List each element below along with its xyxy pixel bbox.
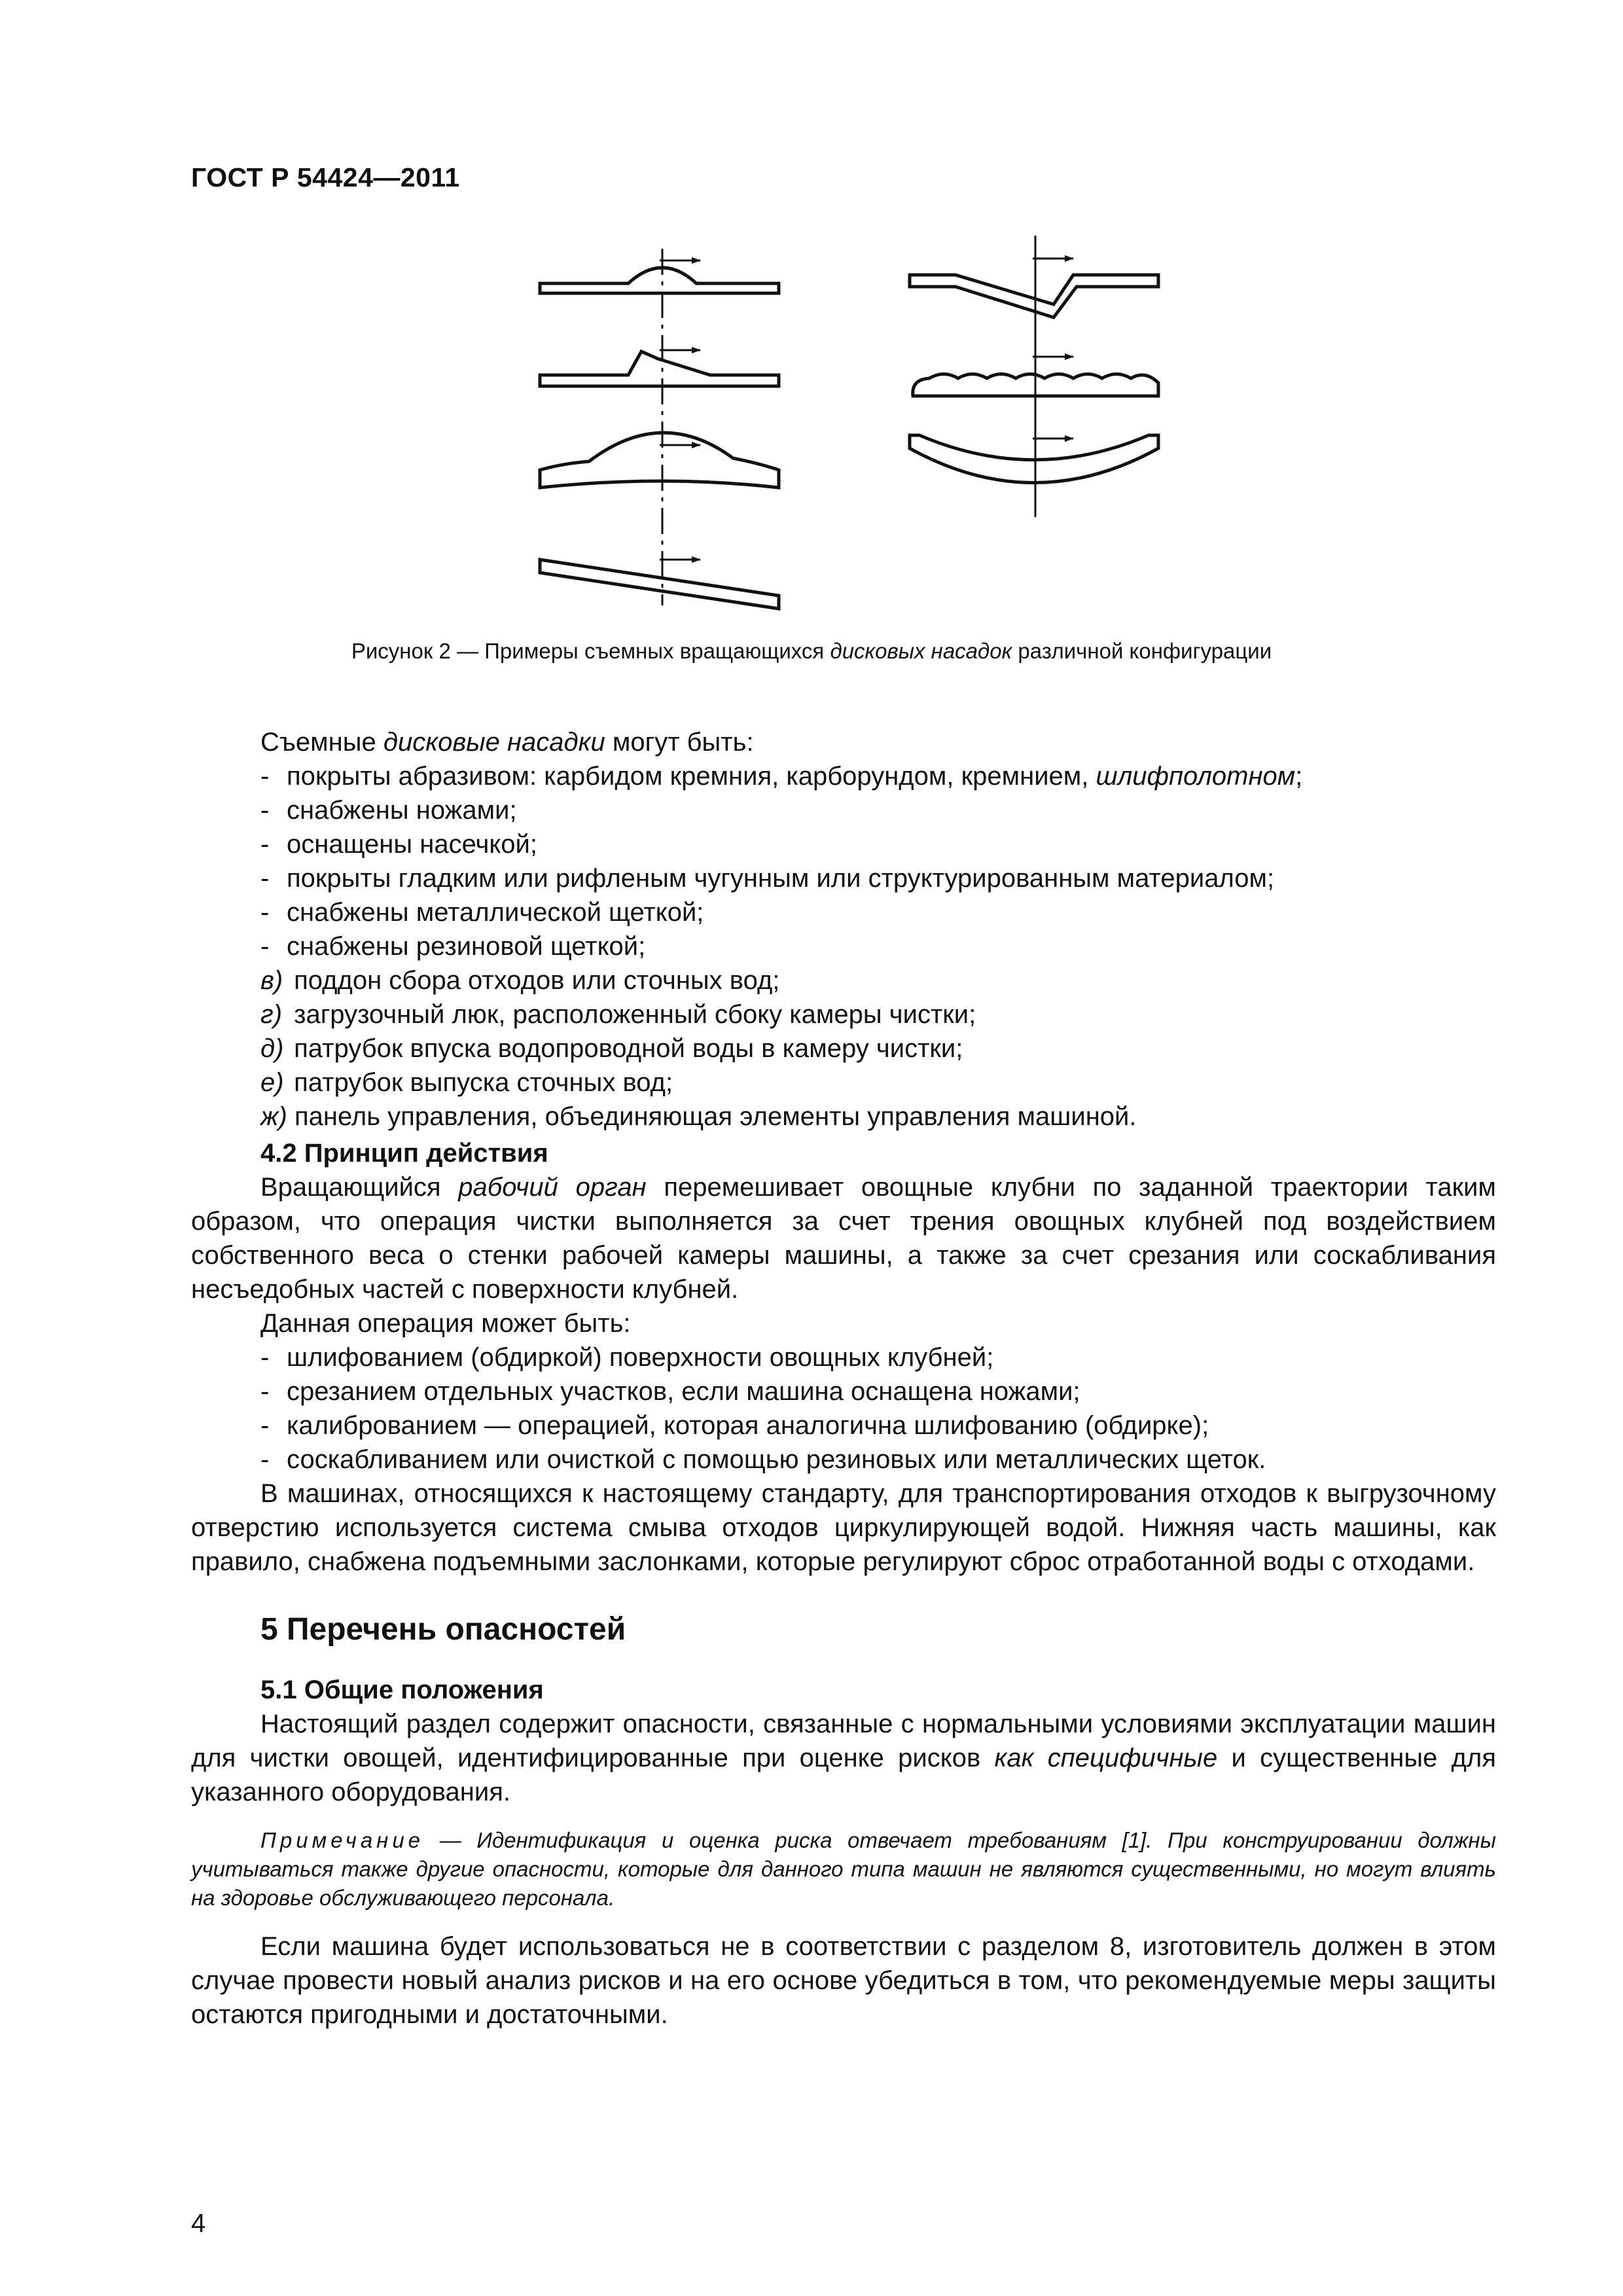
list-item: - снабжены металлической щеткой; <box>260 898 704 927</box>
paragraph-emphasis: как специфичные <box>994 1744 1218 1772</box>
list-item: - снабжены резиновой щеткой; <box>260 932 646 961</box>
list-item: - покрыты абразивом: карбидом кремния, карборундом, кремнием, шлифполотном; <box>260 762 1303 791</box>
figure-caption <box>196 639 1427 664</box>
list-item <box>191 997 1496 1031</box>
subsection-heading-4-2: 4.2 Принцип действия <box>260 1139 548 1168</box>
paragraph <box>191 1170 1496 1306</box>
list-item: - оснащены насечкой; <box>260 830 537 859</box>
note-label: Примечание <box>260 1828 425 1852</box>
list-item-text: снабжены резиновой щеткой; <box>287 932 646 961</box>
document-body <box>191 725 1496 2032</box>
paragraph-emphasis: рабочий орган <box>458 1173 647 1202</box>
list-item <box>191 1031 1496 1066</box>
list-item-text: соскабливанием или очисткой с помощью резиновых или металлических щеток. <box>287 1445 1266 1474</box>
list-marker: е) <box>260 1068 284 1097</box>
caption-emphasis: дисковых насадок <box>830 639 1012 663</box>
caption-text: Рисунок 2 — Примеры съемных вращающихся <box>351 639 830 663</box>
page-number: 4 <box>191 2209 206 2238</box>
list-item-text: срезанием отдельных участков, если машина оснащена ножами; <box>287 1377 1080 1406</box>
intro-text: Съемные <box>260 728 383 757</box>
note-text: — Идентификация и оценка риска отвечает требованиям [1]. При конструировании должны учитываться также другие опасности, которые для данного типа машин не являются существенными, но могут влиять на здоровье обслуживающего персонала. <box>191 1828 1496 1910</box>
list-marker: ж) <box>260 1102 287 1131</box>
paragraph-text: Настоящий раздел содержит опасности, связанные с нормальными условиями эксплуатации машин для чистки овощей, идентифицированные при оценке рисков <box>191 1710 1496 1772</box>
paragraph-text-end: и существенные для указанного оборудования. <box>191 1744 1496 1806</box>
list-marker: в) <box>260 966 283 995</box>
list-item-text: снабжены металлической щеткой; <box>287 898 704 927</box>
list-item-emphasis: шлифполотном <box>1096 762 1296 791</box>
list-item: - срезанием отдельных участков, если машина оснащена ножами; <box>260 1377 1080 1406</box>
list-item-text: калиброванием — операцией, которая аналогична шлифованию (обдирке); <box>287 1411 1209 1440</box>
list-item: - покрыты гладким или рифленым чугунным или структурированным материалом; <box>260 864 1275 893</box>
caption-text-end: различной конфигурации <box>1012 639 1272 663</box>
paragraph: Если машина будет использоваться не в соответствии с разделом 8, изготовитель должен в этом случае провести новый анализ рисков и на его основе убедиться в том, что рекомендуемые меры защиты остаются пригодными и достаточными. <box>191 1932 1496 2029</box>
paragraph: В машинах, относящихся к настоящему стандарту, для транспортирования отходов к выгрузочному отверстию используется система смыва отходов циркулирующей водой. Нижняя часть машины, как правило, снабжена подъемными заслонками, которые регулируют сброс отработанной воды с отходами. <box>191 1479 1496 1576</box>
list-item-text: покрыты гладким или рифленым чугунным или структурированным материалом; <box>287 864 1275 893</box>
list-item-text: оснащены насечкой; <box>287 830 537 859</box>
list-item <box>191 1066 1496 1100</box>
attachments-intro <box>191 725 1496 759</box>
figure-disc-attachments <box>510 223 1191 641</box>
list-item-tail: ; <box>1295 762 1303 791</box>
paragraph <box>191 1707 1496 1809</box>
paragraph-text: Вращающийся <box>260 1173 459 1202</box>
section-heading-5: 5 Перечень опасностей <box>260 1612 626 1647</box>
intro-emphasis: дисковые насадки <box>383 728 605 757</box>
list-item-text: покрыты абразивом: карбидом кремния, карборундом, кремнием, <box>287 762 1096 791</box>
disc-attachments-drawing <box>510 223 1191 641</box>
list-item-text: панель управления, объединяющая элементы управления машиной. <box>294 1102 1137 1131</box>
document-header-code: ГОСТ Р 54424—2011 <box>191 162 460 192</box>
paragraph-text-end: перемешивает овощные клубни по заданной траектории таким образом, что операция чистки выполняется за счет трения овощных клубней под воздействием собственного веса о стенки рабочей камеры машины, а также за счет срезания или соскабливания несъедобных частей с поверхности клубней. <box>191 1173 1497 1304</box>
list-item: - калиброванием — операцией, которая аналогична шлифованию (обдирке); <box>260 1411 1209 1440</box>
paragraph: Данная операция может быть: <box>260 1309 631 1338</box>
list-item-text: патрубок выпуска сточных вод; <box>294 1068 673 1097</box>
list-item-text: патрубок впуска водопроводной воды в камеру чистки; <box>294 1034 963 1063</box>
list-item: - соскабливанием или очисткой с помощью резиновых или металлических щеток. <box>260 1445 1266 1474</box>
list-item-text: шлифованием (обдиркой) поверхности овощных клубней; <box>287 1343 994 1372</box>
list-item: - снабжены ножами; <box>260 796 517 825</box>
subsection-heading-5-1: 5.1 Общие положения <box>260 1676 544 1704</box>
list-item-text: снабжены ножами; <box>287 796 517 825</box>
list-item <box>191 1100 1496 1134</box>
note-block <box>191 1826 1496 1912</box>
list-item <box>191 963 1496 997</box>
list-marker: г) <box>260 1000 283 1029</box>
intro-text-end: могут быть: <box>605 728 754 757</box>
list-item-text: загрузочный люк, расположенный сбоку камеры чистки; <box>294 1000 976 1029</box>
list-item: - шлифованием (обдиркой) поверхности овощных клубней; <box>260 1343 994 1372</box>
list-item-text: поддон сбора отходов или сточных вод; <box>294 966 780 995</box>
list-marker: д) <box>260 1034 284 1063</box>
